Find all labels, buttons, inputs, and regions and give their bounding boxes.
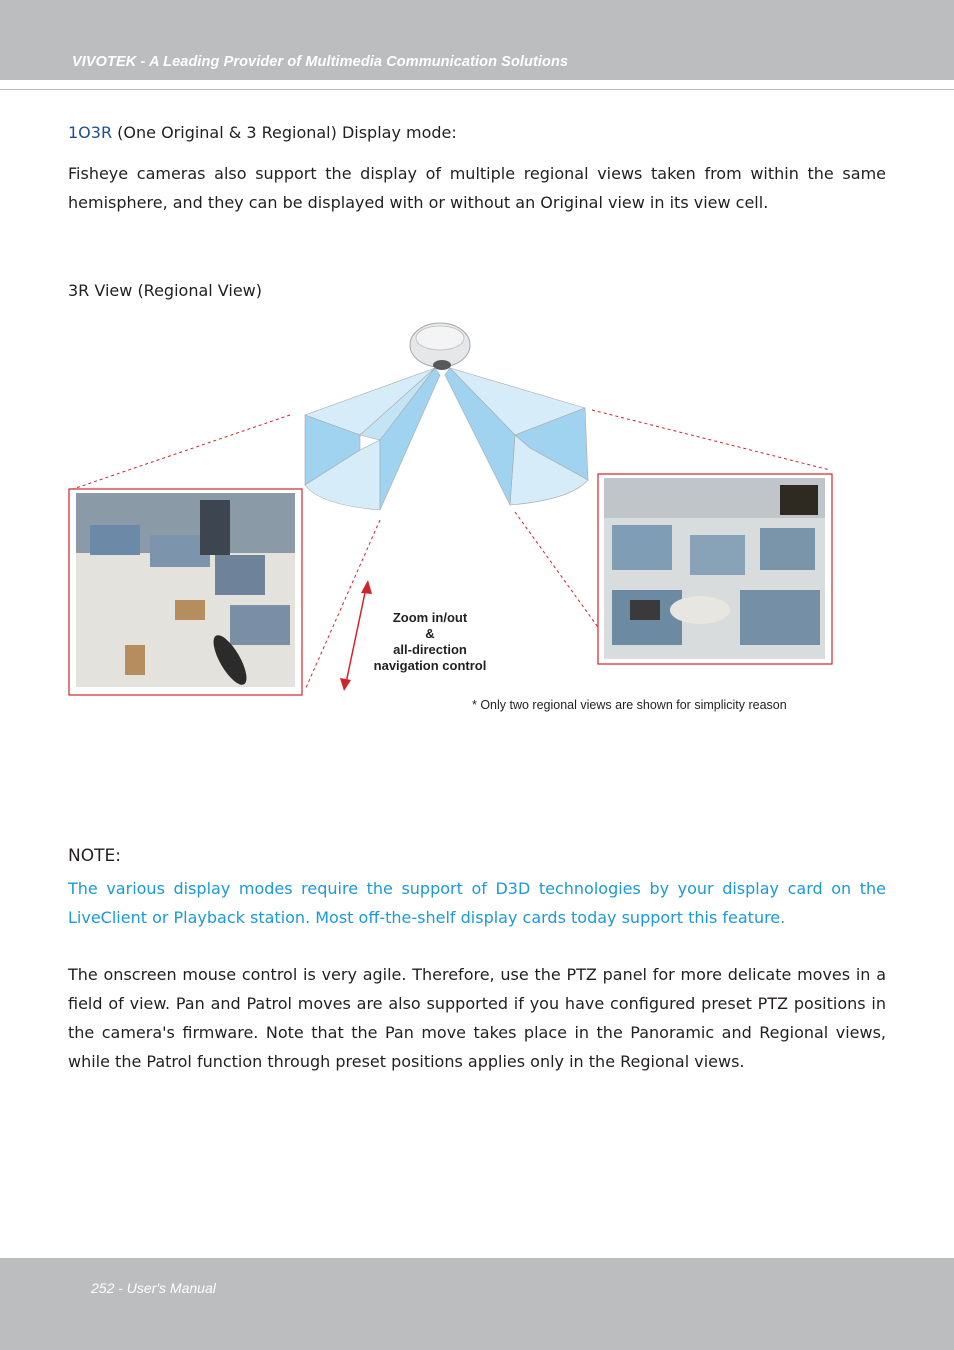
- mode-code: 1O3R: [68, 123, 113, 142]
- footer-page-label: 252 - User's Manual: [91, 1280, 216, 1296]
- header-title: VIVOTEK - A Leading Provider of Multimedia Communication Solutions: [72, 54, 569, 70]
- header-rule: [0, 89, 954, 90]
- control-label-line4: navigation control: [373, 658, 487, 673]
- intro-paragraph: Fisheye cameras also support the display of multiple regional views taken from within the same hemisphere, and they can be displayed with or without an Original view in its view cell.: [68, 164, 886, 212]
- left-regional-view: [69, 489, 302, 695]
- control-label-line3: all-direction: [393, 642, 467, 657]
- page-header: [0, 0, 954, 80]
- right-beam-shape: [445, 368, 588, 505]
- mode-desc: (One Original & 3 Regional) Display mode:: [112, 123, 457, 142]
- regional-view-diagram: [0, 300, 954, 730]
- right-regional-view: [598, 474, 832, 664]
- note-body: The onscreen mouse control is very agile. Therefore, use the PTZ panel for more delicate moves in a field of view. Pan and Patrol moves are also supported if you have configured preset PTZ positions in the camera's firmware. Note that the Pan move takes place in the Panoramic and Regional views, while the Patrol function through preset positions applies only in the Regional views.: [68, 965, 886, 1071]
- control-label-line2: &: [425, 626, 435, 641]
- page-footer: [0, 1258, 954, 1350]
- note-heading: NOTE:: [68, 846, 121, 866]
- fisheye-camera-icon: [410, 323, 470, 370]
- left-beam-shape: [305, 368, 440, 510]
- note-blue-text: The various display modes require the support of D3D technologies by your display card on the LiveClient or Playback station. Most off-the-shelf display cards today support this feature.: [68, 879, 886, 927]
- mode-heading: [68, 118, 886, 147]
- diagram-svg: [0, 300, 954, 730]
- view-title: 3R View (Regional View): [68, 281, 262, 300]
- control-label-line1: Zoom in/out: [392, 610, 468, 625]
- diagram-footnote: * Only two regional views are shown for simplicity reason: [472, 698, 787, 712]
- zoom-arrow-icon: [340, 580, 372, 691]
